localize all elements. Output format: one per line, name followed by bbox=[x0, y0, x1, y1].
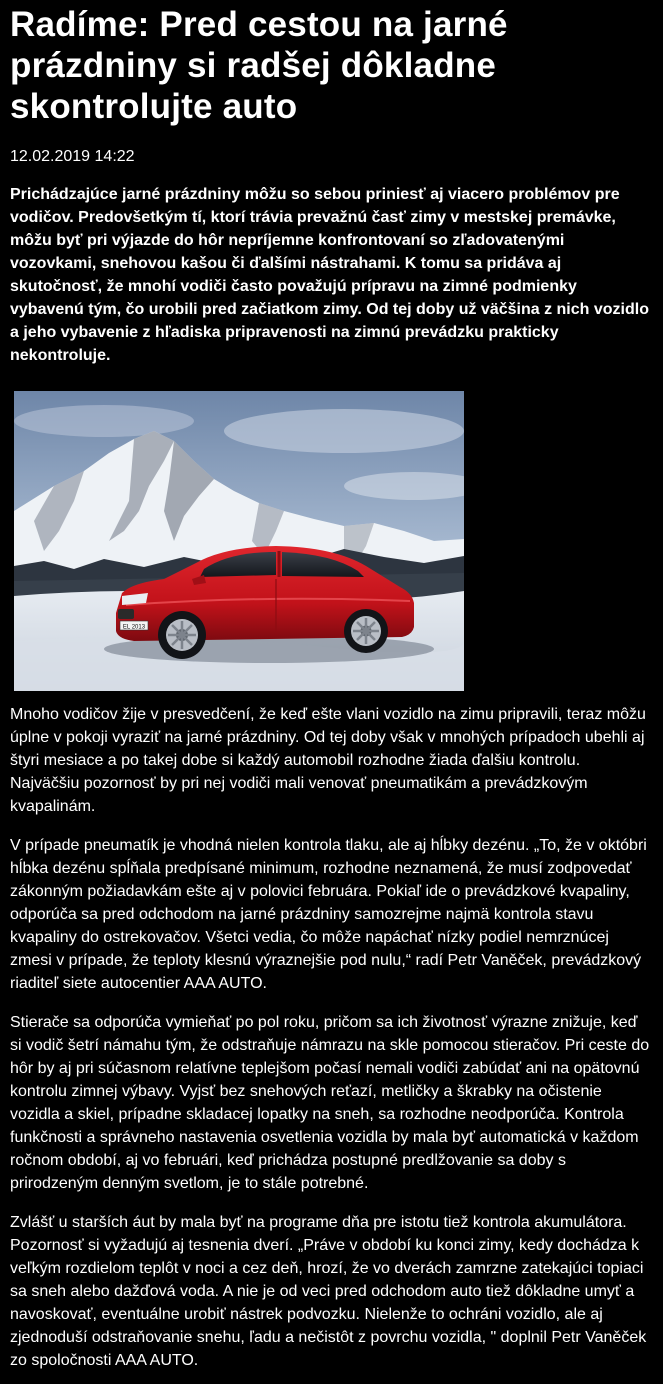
license-plate-text: EL 2013 bbox=[122, 624, 146, 631]
article-paragraph: Zvlášť u starších áut by mala byť na programe dňa pre istotu tiež kontrola akumulátora. Pozornosť si vyžadujú aj tesnenia dverí. „Práve v období ku konci zimy, kedy dochádza k veľkým rozdielom teplôt v noci a cez deň, hrozí, že vo dverách zamrzne zatekajúci topiaci sa sneh alebo dažďová voda. A nie je od veci pred odchodom auto tiež dôkladne umyť a navoskovať, eventuálne urobiť nástrek podvozku. Nielenže to ochráni vozidlo, ale aj zjednoduší odstraňovanie snehu, ľadu a nečistôt z povrchu vozidla, " doplnil Petr Vaněček zo spoločnosti AAA AUTO. bbox=[10, 1214, 647, 1369]
front-wheel bbox=[158, 611, 206, 659]
rear-wheel bbox=[344, 609, 388, 653]
article-paragraph: Stierače sa odporúča vymieňať po pol roku, pričom sa ich životnosť výrazne znižuje, keď si vodič šetrí námahu tým, že odstraňuje námrazu na skle pomocou stieračov. Pri ceste do hôr by aj pri súčasnom relatívne teplejšom počasí nemali vodiči zabúdať ani na opätovnú kontrolu zimnej výbavy. Vyjsť bez snehových reťazí, metličky a škrabky na očistenie vozidla a skiel, prípadne skladacej lopatky na sneh, sa rozhodne neodporúča. Kontrola funkčnosti a správneho nastavenia osvetlenia vozidla by mala byť automatická v každom ročnom období, aj vo februári, keď prichádza postupné predlžovanie sa doby s prirodzeným denným svetlom, je to stále potrebné. bbox=[10, 1014, 650, 1192]
article-date: 12.02.2019 14:22 bbox=[10, 148, 135, 165]
article-photo bbox=[14, 391, 464, 691]
article-title: Radíme: Pred cestou na jarné prázdniny si radšej dôkladne skontrolujte auto bbox=[10, 5, 508, 126]
article-paragraph: V prípade pneumatík je vhodná nielen kontrola tlaku, ale aj hĺbky dezénu. „To, že v októbri hĺbka dezénu spĺňala predpísané minimum, rozhodne neznamená, že musí zodpovedať zákonným požiadavkám ešte aj v polovici februára. Pokiaľ ide o prevádzkové kvapaliny, odporúča sa pred odchodom na jarné prázdniny samozrejme najmä kontrola stavu kvapaliny do ostrekovačov. Všetci vedia, čo môže napáchať nízky podiel nemrznúcej zmesi v prípade, že teploty klesnú výraznejšie pod nulu,“ radí Petr Vaněček, prevádzkový riaditeľ siete autocentier AAA AUTO. bbox=[10, 837, 647, 992]
article-lead: Prichádzajúce jarné prázdniny môžu so sebou priniesť aj viacero problémov pre vodičov. Predovšetkým tí, ktorí trávia prevažnú časť zimy v mestskej premávke, môžu byť pri výjazde do hôr nepríjemne konfrontovaní so zľadovatenými vozovkami, snehovou kašou či ďalšími nástrahami. K tomu sa pridáva aj skutočnosť, že mnohí vodiči často považujú prípravu na zimné podmienky vybavenú tým, čo urobili pred začiatkom zimy. Od tej doby už väčšina z nich vozidlo a jeho vybavenie z hľadiska pripravenosti na zimnú prevádzku prakticky nekontroluje. bbox=[10, 186, 649, 364]
article-paragraph: Mnoho vodičov žije v presvedčení, že keď ešte vlani vozidlo na zimu pripravili, teraz môžu úplne v pokoji vyraziť na jarné prázdniny. Od tej doby však v mnohých prípadoch ubehli aj štyri mesiace a po takej dobe si každý automobil rozhodne žiada ďalšiu kontrolu. Najväčšiu pozornosť by pri nej vodiči mali venovať pneumatikám a prevádzkovým kvapalinám. bbox=[10, 706, 646, 815]
